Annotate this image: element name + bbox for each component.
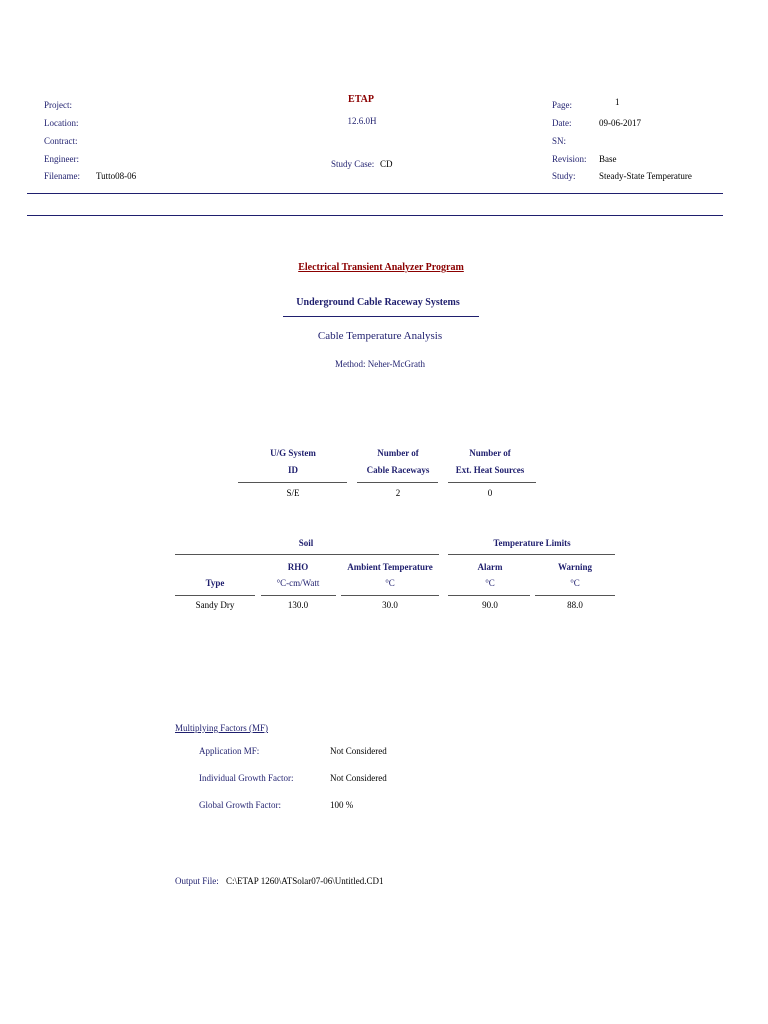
mf-application-value: Not Considered (330, 746, 387, 756)
header-rule (175, 595, 255, 596)
mf-individual-growth-label: Individual Growth Factor: (199, 773, 294, 783)
table-cell: 88.0 (567, 600, 583, 610)
system-title-underline (283, 316, 479, 317)
project-label: Project: (44, 100, 72, 110)
col-ambient-line2: °C (385, 578, 395, 588)
header-rule (238, 482, 347, 483)
filename-value: Tutto08-06 (96, 171, 137, 181)
header-rule (341, 595, 439, 596)
header-rule (448, 482, 536, 483)
date-value: 09-06-2017 (599, 118, 641, 128)
table-cell: 30.0 (382, 600, 398, 610)
page-value: 1 (615, 97, 620, 107)
table-cell: S/E (286, 488, 300, 498)
header-rule (535, 595, 615, 596)
col-warning-line2: °C (570, 578, 580, 588)
col-type: Type (205, 578, 225, 588)
group-rule (448, 554, 615, 555)
table-cell: 130.0 (287, 600, 309, 610)
mf-global-growth-label: Global Growth Factor: (199, 800, 281, 810)
col-rho-line2: °C-cm/Watt (276, 578, 320, 588)
group-temperature-limits: Temperature Limits (493, 538, 571, 548)
table-cell: 90.0 (482, 600, 498, 610)
study-value: Steady-State Temperature (599, 171, 692, 181)
header-rule (261, 595, 336, 596)
col-ug-system-line1: U/G System (270, 448, 316, 458)
study-label: Study: (552, 171, 576, 181)
table-cell: Sandy Dry (195, 600, 235, 610)
output-file-path: C:\ETAP 1260\ATSolar07-06\Untitled.CD1 (226, 876, 384, 886)
table-cell: 0 (487, 488, 493, 498)
system-title: Underground Cable Raceway Systems (296, 297, 460, 308)
sn-label: SN: (552, 136, 567, 146)
location-label: Location: (44, 118, 79, 128)
header-divider-bottom (27, 215, 723, 216)
group-soil: Soil (298, 538, 314, 548)
col-raceways-line1: Number of (377, 448, 419, 458)
col-heat-sources-line1: Number of (469, 448, 511, 458)
group-rule (175, 554, 439, 555)
study-case-label: Study Case: (331, 159, 375, 169)
app-name: ETAP (348, 94, 374, 105)
analysis-title: Cable Temperature Analysis (317, 330, 443, 342)
program-title: Electrical Transient Analyzer Program (298, 262, 464, 273)
col-warning-line1: Warning (557, 562, 593, 572)
date-label: Date: (552, 118, 572, 128)
col-ambient-line1: Ambient Temperature (347, 562, 433, 572)
revision-label: Revision: (552, 154, 587, 164)
col-ug-system-line2: ID (287, 465, 299, 475)
contract-label: Contract: (44, 136, 78, 146)
col-raceways-line2: Cable Raceways (366, 465, 430, 475)
mf-individual-growth-value: Not Considered (330, 773, 387, 783)
header-rule (448, 595, 530, 596)
header-rule (357, 482, 438, 483)
header-divider-top (27, 193, 723, 194)
page-label: Page: (552, 100, 572, 110)
mf-global-growth-value: 100 % (330, 800, 354, 810)
col-alarm-line1: Alarm (477, 562, 503, 572)
output-file-label: Output File: (175, 876, 219, 886)
app-version: 12.6.0H (347, 116, 377, 126)
table-cell: 2 (395, 488, 401, 498)
revision-value: Base (599, 154, 617, 164)
study-case-value: CD (380, 159, 393, 169)
filename-label: Filename: (44, 171, 80, 181)
col-alarm-line2: °C (485, 578, 495, 588)
col-rho-line1: RHO (287, 562, 309, 572)
mf-application-label: Application MF: (199, 746, 260, 756)
col-heat-sources-line2: Ext. Heat Sources (455, 465, 525, 475)
method-label: Method: Neher-McGrath (334, 359, 426, 369)
multiplying-factors-heading: Multiplying Factors (MF) (175, 723, 269, 733)
engineer-label: Engineer: (44, 154, 79, 164)
